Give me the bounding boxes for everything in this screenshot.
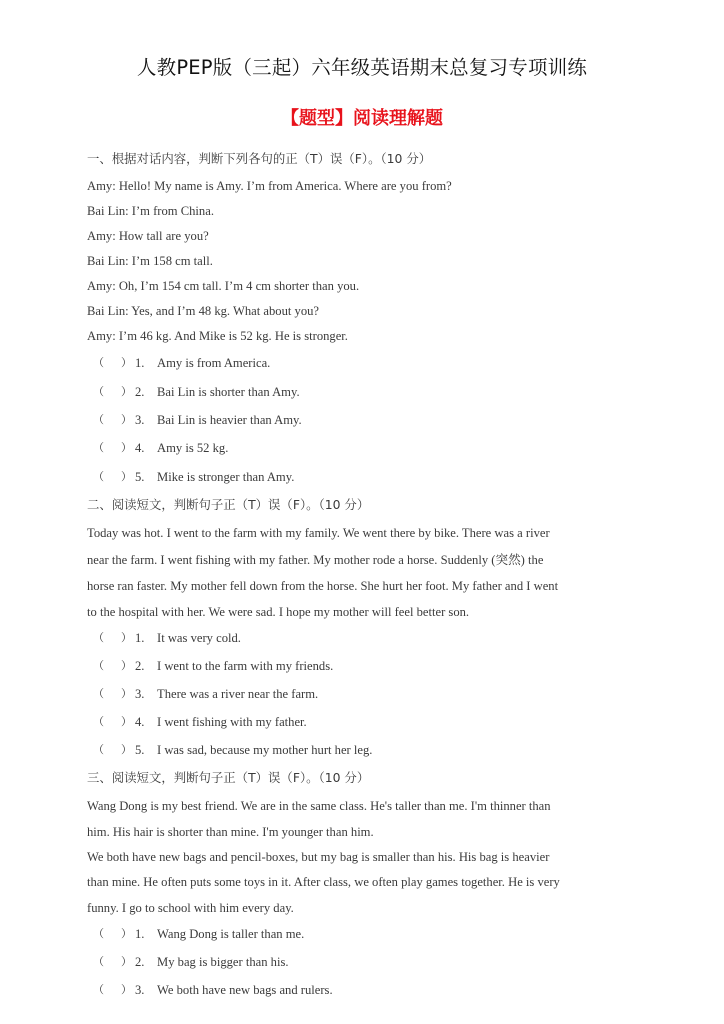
answer-paren-open: （ [93, 659, 104, 672]
section-3-passage-line: him. His hair is shorter than mine. I'm younger than him. [87, 825, 374, 839]
question-text: I was sad, because my mother hurt her leg. [157, 743, 373, 757]
question-number: 5. [135, 743, 145, 757]
section-1-passage-line: Bai Lin: I’m from China. [87, 204, 214, 218]
section-1-heading: 一、根据对话内容，判断下列各句的正（T）误（F）。（10 分） [87, 151, 432, 166]
answer-paren-open: （ [93, 631, 104, 644]
section-3-heading: 三、阅读短文，判断句子正（T）误（F）。（10 分） [87, 770, 370, 785]
answer-paren-close: ） [121, 659, 132, 672]
section-2-question-4 [93, 714, 307, 730]
answer-blank[interactable] [105, 687, 121, 701]
answer-blank[interactable] [105, 659, 121, 673]
section-1-passage-line: Bai Lin: I’m 158 cm tall. [87, 254, 213, 268]
question-text: There was a river near the farm. [157, 687, 319, 701]
section-1-question-5 [93, 469, 294, 485]
answer-blank[interactable] [105, 631, 121, 645]
answer-paren-open: （ [93, 715, 104, 728]
question-number: 5. [135, 470, 145, 484]
document-title: 人教PEP版（三起）六年级英语期末总复习专项训练 [136, 56, 588, 79]
answer-paren-open: （ [93, 413, 104, 426]
question-text: Amy is from America. [157, 356, 271, 370]
document-subtitle: 【题型】阅读理解题 [281, 108, 443, 129]
section-1-question-1 [93, 355, 270, 371]
question-number: 2. [135, 955, 145, 969]
question-text: We both have new bags and rulers. [157, 983, 333, 997]
question-text: I went fishing with my father. [157, 715, 307, 729]
section-1-question-3 [93, 412, 302, 428]
answer-paren-open: （ [93, 927, 104, 940]
section-3-passage-line: funny. I go to school with him every day. [87, 901, 294, 915]
question-text: Bai Lin is heavier than Amy. [157, 413, 302, 427]
question-text: It was very cold. [157, 631, 241, 645]
question-text: Mike is stronger than Amy. [157, 470, 295, 484]
answer-paren-open: （ [93, 743, 104, 756]
answer-paren-open: （ [93, 441, 104, 454]
answer-blank[interactable] [105, 927, 121, 941]
question-text: I went to the farm with my friends. [157, 659, 334, 673]
answer-paren-open: （ [93, 687, 104, 700]
answer-blank[interactable] [105, 413, 121, 427]
section-1-passage-line: Amy: How tall are you? [87, 229, 209, 243]
answer-blank[interactable] [105, 983, 121, 997]
section-1-passage-line: Bai Lin: Yes, and I’m 48 kg. What about you? [87, 304, 320, 318]
question-number: 2. [135, 659, 145, 673]
answer-blank[interactable] [105, 356, 121, 370]
answer-paren-close: ） [121, 631, 132, 644]
question-text: Wang Dong is taller than me. [157, 927, 305, 941]
section-1-question-4 [93, 440, 228, 456]
answer-paren-open: （ [93, 983, 104, 996]
answer-paren-close: ） [121, 413, 132, 426]
section-3-passage-line: We both have new bags and pencil-boxes, but my bag is smaller than his. His bag is heavier [87, 850, 550, 864]
question-text: My bag is bigger than his. [157, 955, 289, 969]
answer-paren-close: ） [121, 927, 132, 940]
section-2-question-3 [93, 686, 318, 702]
answer-blank[interactable] [105, 385, 121, 399]
question-text: Amy is 52 kg. [157, 441, 229, 455]
answer-paren-open: （ [93, 356, 104, 369]
section-1-passage-line: Amy: Hello! My name is Amy. I’m from America. Where are you from? [87, 179, 452, 193]
answer-paren-close: ） [121, 470, 132, 483]
answer-paren-close: ） [121, 385, 132, 398]
section-1-passage-line: Amy: Oh, I’m 154 cm tall. I’m 4 cm shorter than you. [87, 279, 360, 293]
answer-paren-close: ） [121, 356, 132, 369]
question-number: 3. [135, 413, 145, 427]
section-1-passage-line: Amy: I’m 46 kg. And Mike is 52 kg. He is stronger. [87, 329, 348, 343]
section-2-passage-line: horse ran faster. My mother fell down from the horse. She hurt her foot. My father and I went [87, 579, 559, 593]
answer-paren-close: ） [121, 687, 132, 700]
section-3-question-2 [93, 954, 289, 970]
section-3-question-1 [93, 926, 304, 942]
answer-paren-close: ） [121, 441, 132, 454]
section-1-question-2 [93, 384, 300, 400]
section-2-question-5 [93, 742, 372, 758]
answer-paren-open: （ [93, 955, 104, 968]
answer-paren-close: ） [121, 743, 132, 756]
section-2-heading: 二、阅读短文，判断句子正（T）误（F）。（10 分） [87, 497, 370, 512]
section-2-passage-line: near the farm. I went fishing with my father. My mother rode a horse. Suddenly (突然) the [87, 553, 544, 567]
answer-blank[interactable] [105, 955, 121, 969]
question-number: 3. [135, 687, 145, 701]
answer-blank[interactable] [105, 715, 121, 729]
answer-paren-close: ） [121, 715, 132, 728]
answer-blank[interactable] [105, 743, 121, 757]
section-3-passage-line: Wang Dong is my best friend. We are in the same class. He's taller than me. I'm thinner than [87, 799, 551, 813]
answer-paren-close: ） [121, 983, 132, 996]
section-2-passage-line: to the hospital with her. We were sad. I hope my mother will feel better son. [87, 605, 470, 619]
section-2-passage-line: Today was hot. I went to the farm with my family. We went there by bike. There was a river [87, 526, 550, 540]
answer-paren-open: （ [93, 470, 104, 483]
question-number: 3. [135, 983, 145, 997]
question-number: 4. [135, 441, 145, 455]
answer-blank[interactable] [105, 441, 121, 455]
section-3-passage-line: than mine. He often puts some toys in it. After class, we often play games together. He is very [87, 875, 560, 889]
question-number: 1. [135, 927, 145, 941]
section-3-question-3 [93, 982, 333, 998]
answer-blank[interactable] [105, 470, 121, 484]
answer-paren-close: ） [121, 955, 132, 968]
question-number: 1. [135, 356, 145, 370]
question-text: Bai Lin is shorter than Amy. [157, 385, 300, 399]
question-number: 1. [135, 631, 145, 645]
section-2-question-1 [93, 630, 241, 646]
section-2-question-2 [93, 658, 333, 674]
answer-paren-open: （ [93, 385, 104, 398]
question-number: 4. [135, 715, 145, 729]
question-number: 2. [135, 385, 145, 399]
